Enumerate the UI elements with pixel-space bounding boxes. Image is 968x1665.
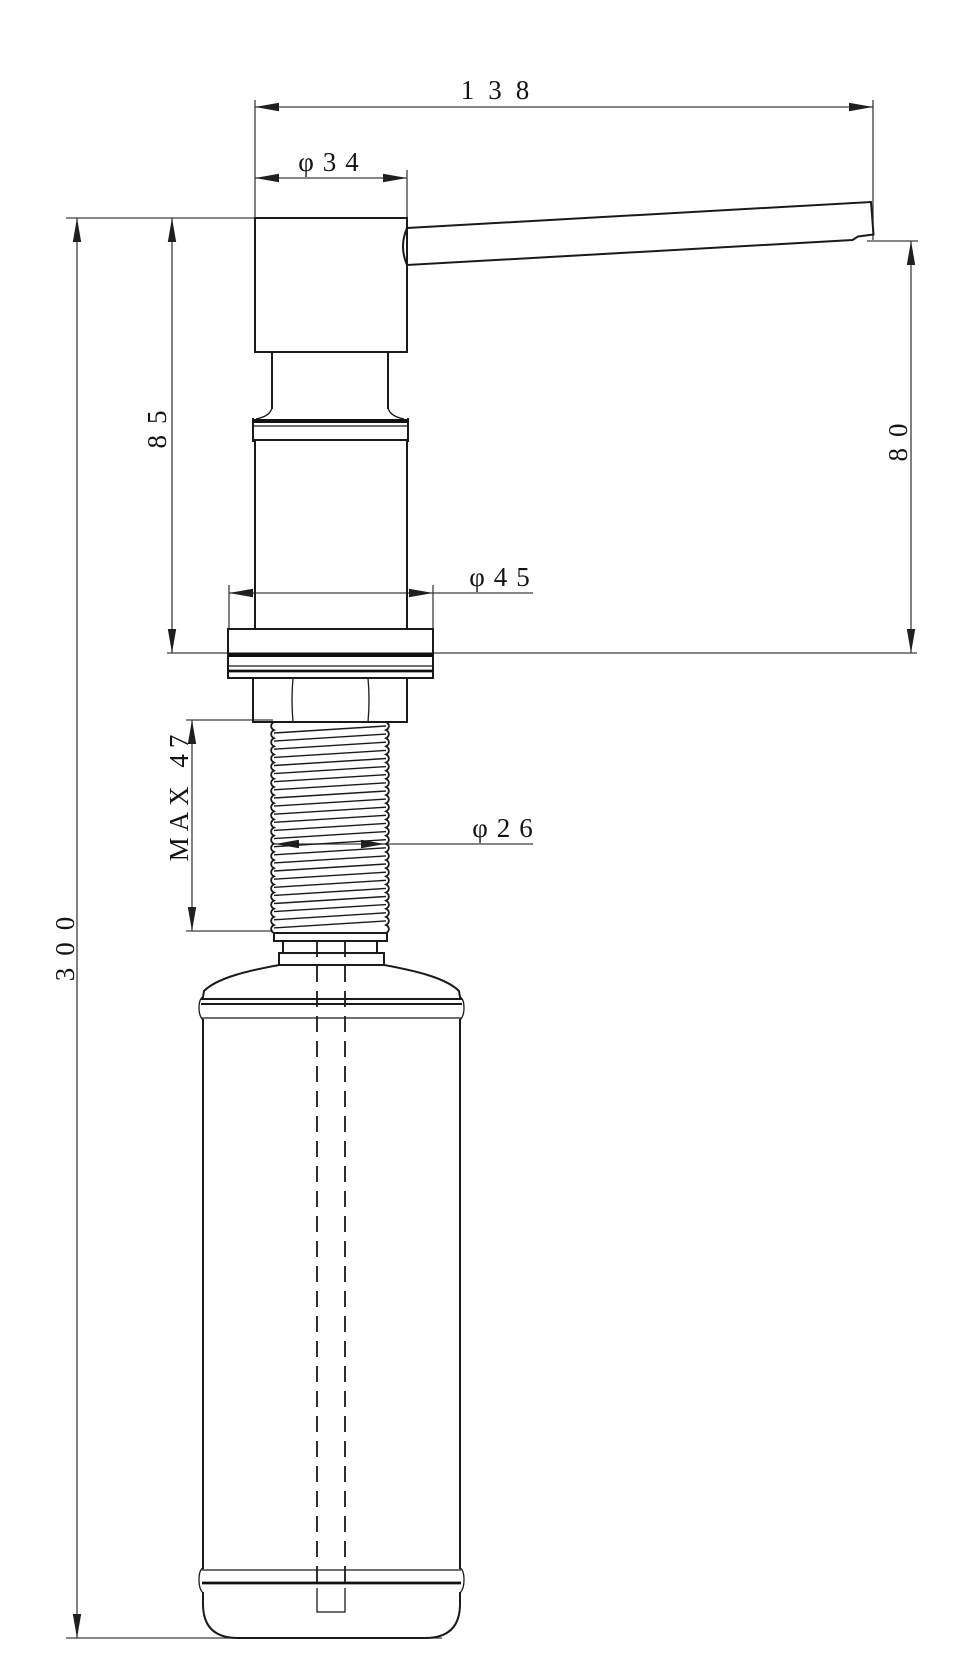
dimension-arrowhead	[255, 174, 279, 182]
collar	[253, 419, 408, 441]
dimension-arrowhead	[73, 218, 81, 242]
dimension-arrowhead	[907, 241, 915, 265]
pump-neck	[256, 352, 404, 419]
spout	[403, 202, 874, 265]
dispenser-outline	[199, 202, 874, 1638]
thread-helix-lines	[386, 722, 389, 933]
dimension-lines	[66, 100, 918, 1638]
dimension-arrowhead	[168, 218, 176, 242]
bottle-bottom-ring	[199, 1568, 464, 1593]
bottle-shoulder	[203, 965, 460, 997]
bottle-body	[203, 1020, 460, 1568]
dimension-arrowhead	[73, 1614, 81, 1638]
dimension-arrowhead	[255, 103, 279, 111]
dimension-arrowhead	[409, 589, 433, 597]
arrowheads	[73, 103, 915, 1638]
dimension-arrowhead	[229, 589, 253, 597]
bottle-base	[203, 1593, 460, 1638]
bottle-top-ring	[199, 997, 464, 1020]
mounting-flange	[228, 629, 433, 678]
label-thread-length-max: MAX 47	[164, 728, 194, 862]
label-height-80: 80	[883, 412, 913, 462]
label-flange-diameter: φ45	[469, 562, 539, 592]
label-height-85: 85	[142, 399, 172, 449]
dimension-arrowhead	[383, 174, 407, 182]
bottle-neck	[274, 933, 387, 965]
thread-helix-lines	[274, 726, 386, 928]
pump-body-tube	[255, 441, 407, 629]
thread	[271, 722, 389, 933]
label-thread-diameter: φ26	[472, 813, 542, 843]
dimension-arrowhead	[849, 103, 873, 111]
dip-tube	[317, 941, 345, 1612]
pump-head	[255, 218, 407, 352]
dimension-arrowhead	[907, 629, 915, 653]
label-head-diameter: φ34	[298, 147, 368, 177]
thread-helix-lines	[271, 722, 274, 933]
dimension-arrowhead	[168, 629, 176, 653]
label-overall-height: 300	[50, 904, 80, 982]
dimension-arrowhead	[188, 907, 196, 931]
label-spout-length: 138	[460, 75, 544, 105]
hex-nut	[253, 678, 407, 722]
dimension-labels	[50, 75, 913, 981]
